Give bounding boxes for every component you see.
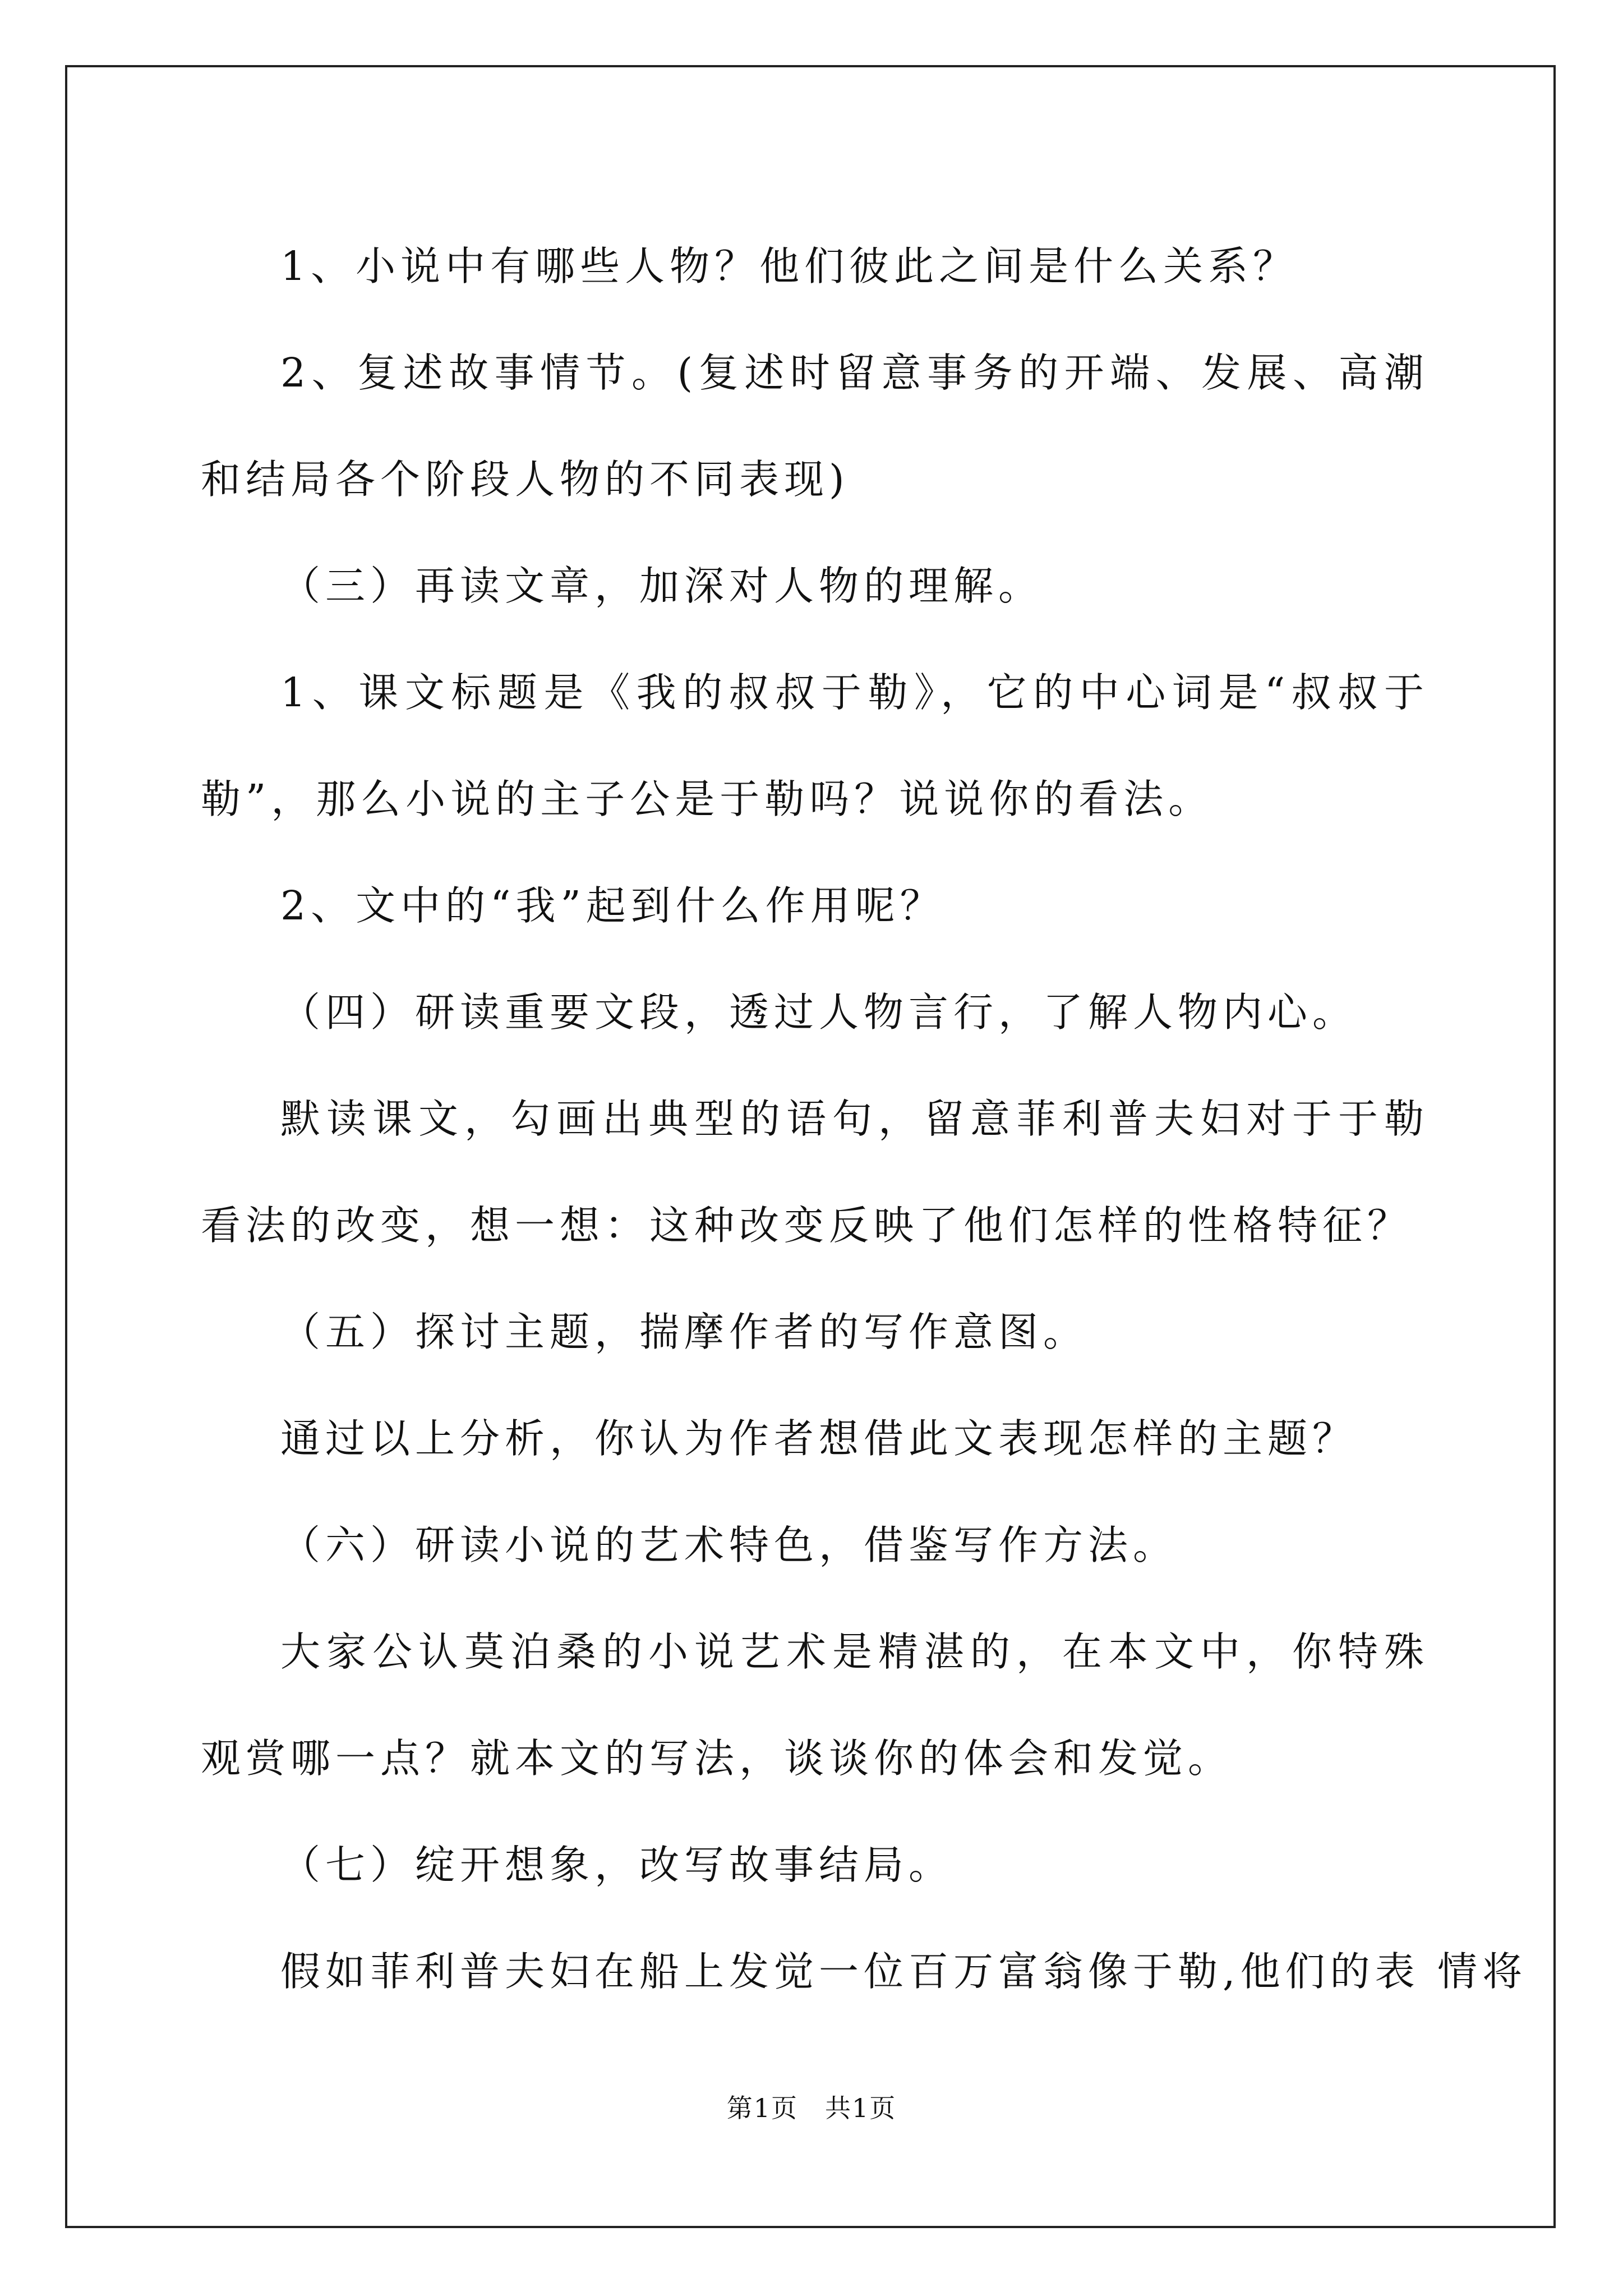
paragraph-13: 假如菲利普夫妇在船上发觉一位百万富翁像于勒,他们的表 情将 (280, 1948, 1528, 1995)
section-heading-7: （七）绽开想象，改写故事结局。 (280, 1842, 954, 1888)
section-heading-4: （四）研读重要文段，透过人物言行，了解人物内心。 (280, 989, 1358, 1036)
section-heading-6: （六）研读小说的艺术特色，借鉴写作方法。 (280, 1522, 1178, 1568)
section-heading-3: （三）再读文章，加深对人物的理解。 (280, 563, 1044, 609)
page-number-footer: 第1页 共1页 (726, 2093, 897, 2123)
paragraph-4: 1、课文标题是《我的叔叔于勒》，它的中心词是“叔叔于勒”，那么小说的主子公是于勒吗？说说你的看法。 (201, 669, 1429, 822)
document-body (201, 213, 1528, 2025)
paragraph-9: 通过以上分析，你认为作者想借此文表现怎样的主题？ (280, 1415, 1358, 1462)
section-heading-5: （五）探讨主题，揣摩作者的写作意图。 (280, 1309, 1089, 1355)
paragraph-7: 默读课文，勾画出典型的语句，留意菲利普夫妇对于于勒看法的改变，想一想：这种改变反映了他们怎样的性格特征？ (201, 1096, 1429, 1249)
paragraph-5: 2、文中的“我”起到什么作用呢？ (280, 882, 945, 929)
paragraph-2: 2、复述故事情节。(复述时留意事务的开端、发展、高潮和结局各个阶段人物的不同表现) (201, 349, 1429, 503)
paragraph-11: 大家公认莫泊桑的小说艺术是精湛的，在本文中，你特殊观赏哪一点？就本文的写法，谈谈你的体会和发觉。 (201, 1628, 1429, 1782)
paragraph-1: 1、小说中有哪些人物？他们彼此之间是什么关系？ (280, 243, 1298, 289)
